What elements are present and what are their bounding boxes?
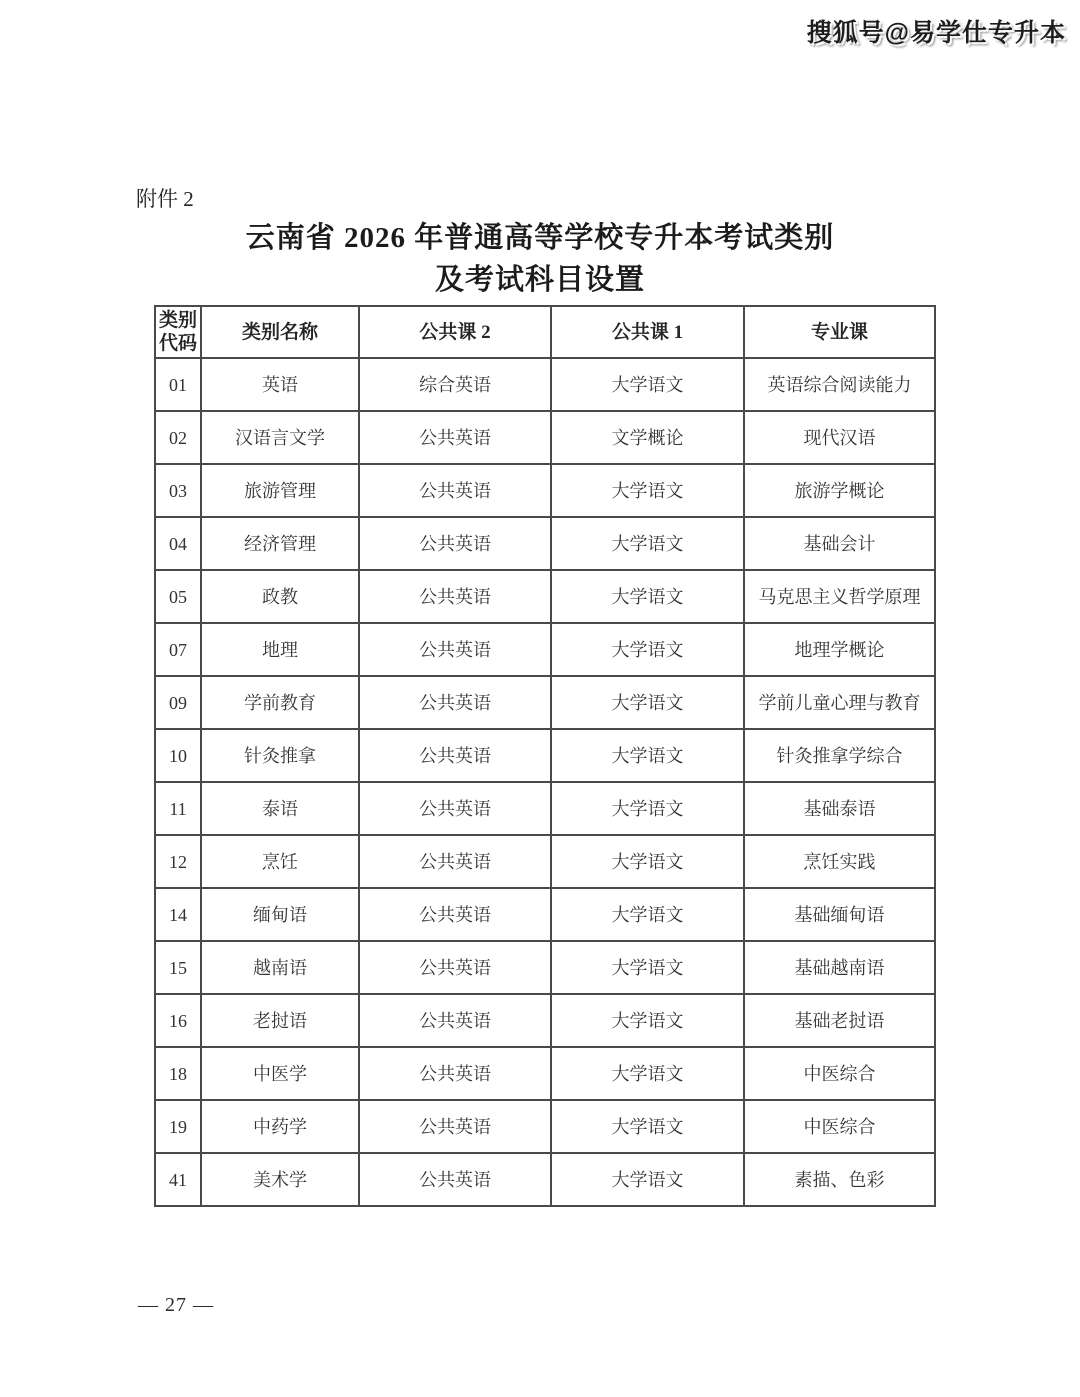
table-cell: 11 [155, 782, 201, 835]
table-cell: 15 [155, 941, 201, 994]
table-cell: 中医学 [201, 1047, 359, 1100]
table-cell: 16 [155, 994, 201, 1047]
table-cell: 基础越南语 [744, 941, 935, 994]
table-row [155, 782, 935, 835]
table-cell: 旅游学概论 [744, 464, 935, 517]
table-cell: 01 [155, 358, 201, 411]
table-cell: 经济管理 [201, 517, 359, 570]
table-cell: 公共英语 [359, 570, 551, 623]
table-row [155, 941, 935, 994]
table-cell: 文学概论 [551, 411, 744, 464]
table-cell: 04 [155, 517, 201, 570]
table-header-row [155, 306, 935, 358]
table-cell: 基础会计 [744, 517, 935, 570]
table-cell: 公共英语 [359, 411, 551, 464]
table-cell: 公共英语 [359, 623, 551, 676]
table-cell: 09 [155, 676, 201, 729]
table-cell: 41 [155, 1153, 201, 1206]
table-cell: 英语 [201, 358, 359, 411]
table-cell: 缅甸语 [201, 888, 359, 941]
table-cell: 针灸推拿 [201, 729, 359, 782]
table-cell: 越南语 [201, 941, 359, 994]
table-row [155, 676, 935, 729]
table-cell: 12 [155, 835, 201, 888]
table-cell: 公共英语 [359, 464, 551, 517]
exam-categories-table [154, 305, 936, 1207]
table-cell: 中医综合 [744, 1047, 935, 1100]
table-cell: 大学语文 [551, 835, 744, 888]
table-cell: 公共英语 [359, 729, 551, 782]
table-cell: 马克思主义哲学原理 [744, 570, 935, 623]
table-cell: 10 [155, 729, 201, 782]
table-row [155, 888, 935, 941]
table-cell: 大学语文 [551, 1153, 744, 1206]
column-header: 公共课 1 [551, 306, 744, 358]
table-cell: 老挝语 [201, 994, 359, 1047]
table-cell: 大学语文 [551, 888, 744, 941]
table-row [155, 1153, 935, 1206]
table-cell: 基础老挝语 [744, 994, 935, 1047]
table-cell: 大学语文 [551, 1047, 744, 1100]
table-cell: 14 [155, 888, 201, 941]
column-header: 公共课 2 [359, 306, 551, 358]
attachment-label: 附件 2 [136, 187, 194, 211]
page-number: — 27 — [138, 1294, 214, 1316]
table-cell: 19 [155, 1100, 201, 1153]
table-row [155, 358, 935, 411]
table-cell: 大学语文 [551, 941, 744, 994]
table-row [155, 729, 935, 782]
table-cell: 02 [155, 411, 201, 464]
document-title [0, 217, 1080, 301]
table-cell: 地理学概论 [744, 623, 935, 676]
table-cell: 烹饪 [201, 835, 359, 888]
table-cell: 大学语文 [551, 994, 744, 1047]
table-cell: 政教 [201, 570, 359, 623]
table-cell: 公共英语 [359, 1153, 551, 1206]
table-row [155, 994, 935, 1047]
table-cell: 07 [155, 623, 201, 676]
table-cell: 公共英语 [359, 835, 551, 888]
table-cell: 大学语文 [551, 358, 744, 411]
table-cell: 泰语 [201, 782, 359, 835]
table-cell: 公共英语 [359, 888, 551, 941]
table-row [155, 835, 935, 888]
table-row [155, 1100, 935, 1153]
table-cell: 学前儿童心理与教育 [744, 676, 935, 729]
column-header: 专业课 [744, 306, 935, 358]
table-cell: 大学语文 [551, 464, 744, 517]
table-cell: 美术学 [201, 1153, 359, 1206]
table-cell: 基础泰语 [744, 782, 935, 835]
column-header: 类别代码 [155, 306, 201, 358]
table-cell: 综合英语 [359, 358, 551, 411]
table-cell: 大学语文 [551, 729, 744, 782]
table-row [155, 464, 935, 517]
watermark-text: 搜狐号@易学仕专升本 [806, 19, 1066, 47]
table-row [155, 1047, 935, 1100]
table-cell: 05 [155, 570, 201, 623]
table-cell: 素描、色彩 [744, 1153, 935, 1206]
table-cell: 18 [155, 1047, 201, 1100]
table-cell: 中药学 [201, 1100, 359, 1153]
table-cell: 大学语文 [551, 782, 744, 835]
table-cell: 地理 [201, 623, 359, 676]
table-cell: 大学语文 [551, 1100, 744, 1153]
table-cell: 大学语文 [551, 570, 744, 623]
table-row [155, 623, 935, 676]
table-cell: 公共英语 [359, 1100, 551, 1153]
table-cell: 大学语文 [551, 676, 744, 729]
table-cell: 公共英语 [359, 517, 551, 570]
table-cell: 汉语言文学 [201, 411, 359, 464]
table-cell: 中医综合 [744, 1100, 935, 1153]
table-cell: 现代汉语 [744, 411, 935, 464]
title-line-1: 云南省 2026 年普通高等学校专升本考试类别 [245, 222, 835, 254]
table-row [155, 411, 935, 464]
table-cell: 公共英语 [359, 1047, 551, 1100]
table-cell: 学前教育 [201, 676, 359, 729]
title-line-2: 及考试科目设置 [434, 264, 645, 296]
column-header: 类别名称 [201, 306, 359, 358]
table-row [155, 570, 935, 623]
table-cell: 公共英语 [359, 676, 551, 729]
table-cell: 基础缅甸语 [744, 888, 935, 941]
table-cell: 针灸推拿学综合 [744, 729, 935, 782]
table-cell: 公共英语 [359, 994, 551, 1047]
table-cell: 03 [155, 464, 201, 517]
table-row [155, 517, 935, 570]
table-body [155, 358, 935, 1206]
table-cell: 英语综合阅读能力 [744, 358, 935, 411]
table-cell: 大学语文 [551, 517, 744, 570]
table-cell: 公共英语 [359, 782, 551, 835]
table-cell: 旅游管理 [201, 464, 359, 517]
table-cell: 公共英语 [359, 941, 551, 994]
table-cell: 大学语文 [551, 623, 744, 676]
table-cell: 烹饪实践 [744, 835, 935, 888]
